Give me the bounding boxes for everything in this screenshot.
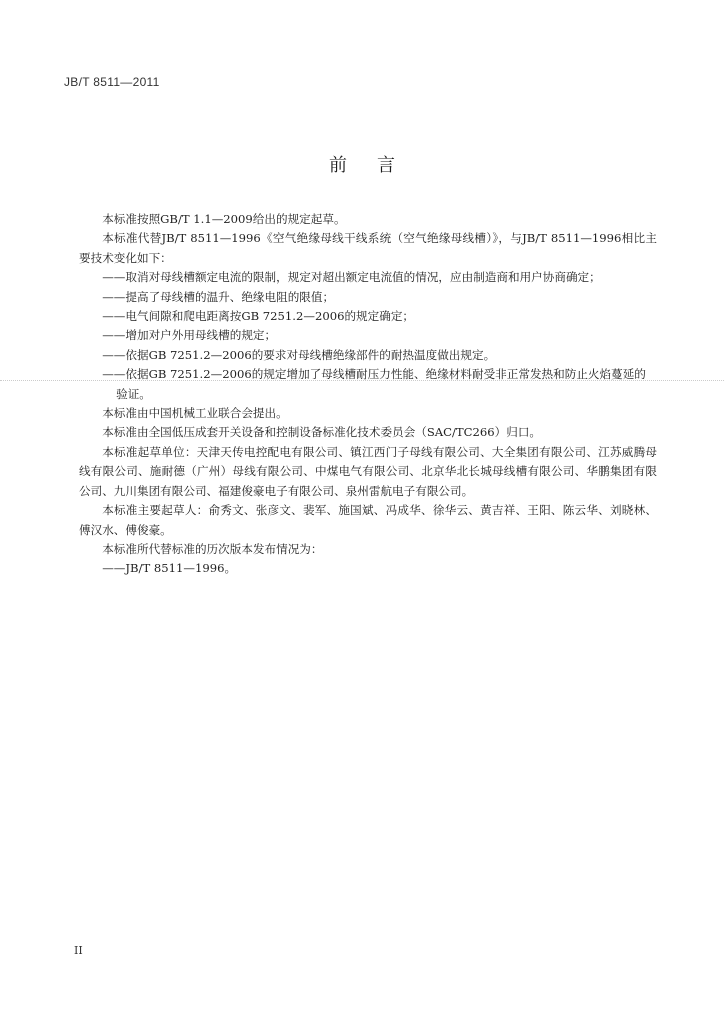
standard-code-header: JB/T 8511—2011 bbox=[64, 75, 160, 89]
paragraph: 本标准按照GB/T 1.1—2009给出的规定起草。 bbox=[102, 212, 346, 226]
paragraph: 本标准由全国低压成套开关设备和控制设备标准化技术委员会（SAC/TC266）归口。 bbox=[102, 425, 542, 440]
foreword-body bbox=[79, 210, 657, 579]
list-item: ——增加对户外用母线槽的规定； bbox=[102, 328, 277, 343]
paragraph: 本标准所代替标准的历次版本发布情况为： bbox=[102, 541, 323, 556]
paragraph: 本标准起草单位：天津天传电控配电有限公司、镇江西门子母线有限公司、大全集团有限公司、江苏威腾母线有限公司、施耐德（广州）母线有限公司、中煤电气有限公司、北京华北长城母线槽有限公司、华鹏集团有限公司、九川集团有限公司、福建俊豪电子有限公司、泉州雷航电子有限公司。 bbox=[79, 444, 657, 498]
list-item: ——JB/T 8511—1996。 bbox=[102, 561, 237, 576]
list-item: ——提高了母线槽的温升、绝缘电阻的限值； bbox=[102, 289, 335, 304]
list-item: ——依据GB 7251.2—2006的规定增加了母线槽耐压力性能、绝缘材料耐受非正常发热和防止火焰蔓延的验证。 bbox=[102, 367, 646, 401]
list-item: ——电气间隙和爬电距离按GB 7251.2—2006的规定确定； bbox=[102, 309, 415, 324]
list-item: ——依据GB 7251.2—2006的要求对母线槽绝缘部件的耐热温度做出规定。 bbox=[102, 347, 496, 362]
paragraph: 本标准代替JB/T 8511—1996《空气绝缘母线干线系统（空气绝缘母线槽）》，与JB/T 8511—1996相比主要技术变化如下： bbox=[79, 231, 657, 265]
paragraph: 本标准由中国机械工业联合会提出。 bbox=[102, 406, 288, 421]
page-title: 前言 bbox=[329, 155, 425, 176]
list-item: ——取消对母线槽额定电流的限制，规定对超出额定电流值的情况，应由制造商和用户协商确定； bbox=[102, 270, 601, 285]
paragraph: 本标准主要起草人：俞秀文、张彦文、裴军、施国斌、冯成华、徐华云、黄吉祥、王阳、陈云华、刘晓林、傅汉水、傅俊豪。 bbox=[79, 503, 657, 537]
page-number: II bbox=[74, 944, 83, 957]
